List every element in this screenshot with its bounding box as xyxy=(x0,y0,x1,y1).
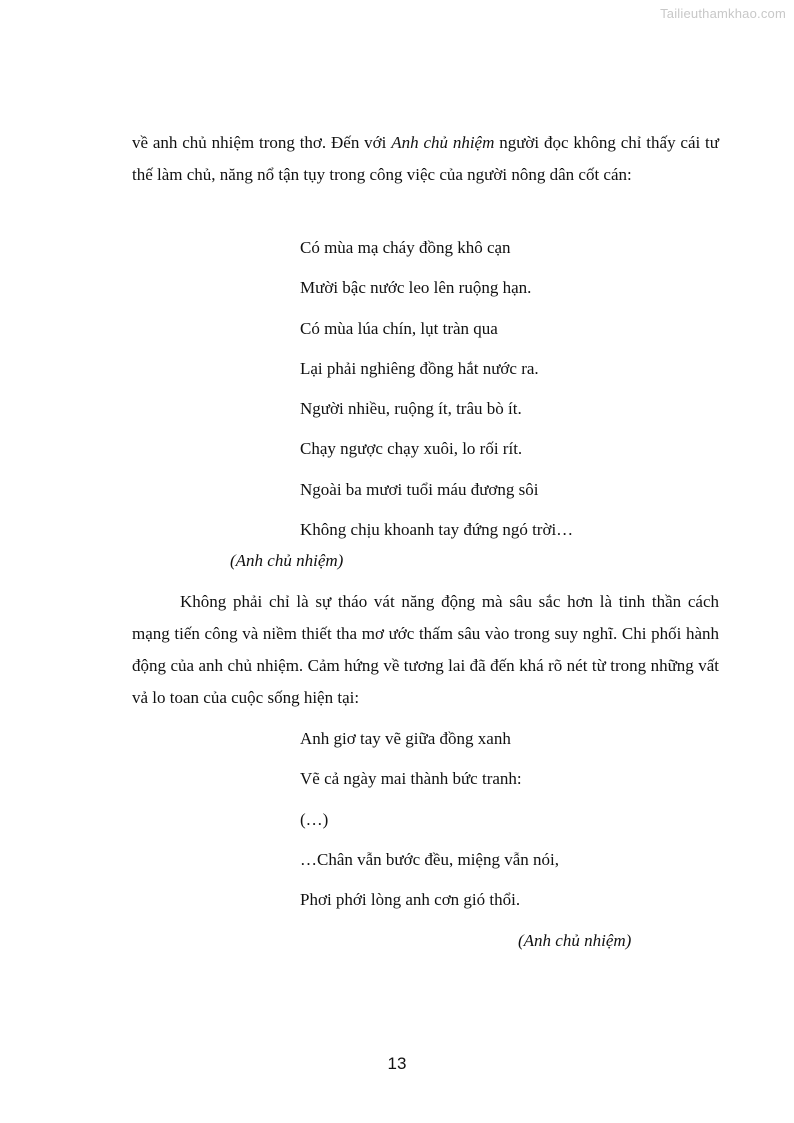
poem-line: Có mùa mạ cháy đồng khô cạn xyxy=(300,238,511,257)
poem-source-caption-2: (Anh chủ nhiệm) xyxy=(518,931,632,950)
poem-source-caption-1: (Anh chủ nhiệm) xyxy=(230,551,344,570)
poem-line: Không chịu khoanh tay đứng ngó trời… xyxy=(300,520,574,540)
poem-line: Ngoài ba mươi tuổi máu đương sôi xyxy=(300,479,539,499)
poem-line: Anh giơ tay vẽ giữa đồng xanh xyxy=(300,729,511,748)
poem-line: Lại phải nghiêng đồng hắt nước ra. xyxy=(300,358,539,378)
poem-line: Phơi phới lòng anh cơn gió thổi. xyxy=(300,890,521,910)
site-watermark: Tailieuthamkhao.com xyxy=(660,6,786,21)
poem-line: Người nhiều, ruộng ít, trâu bò ít. xyxy=(300,399,522,419)
paragraph-intro-text-after: người đọc không chỉ thấy cái tư thế làm chủ, năng nổ tận tụy trong công việc của người nông dân cốt cán: xyxy=(132,133,719,184)
poem-line: …Chân vẫn bước đều, miệng vẫn nói, xyxy=(300,849,559,869)
poem-line: Mười bậc nước leo lên ruộng hạn. xyxy=(300,278,532,298)
paragraph-analysis: Không phải chỉ là sự tháo vát năng động mà sâu sắc hơn là tinh thần cách mạng tiến công và niềm thiết tha mơ ước thấm sâu vào trong suy nghĩ. Chi phối hành động của anh chủ nhiệm. Cảm hứng về tương lai đã đến khá rõ nét từ trong những vất vả lo toan của cuộc sống hiện tại: xyxy=(132,592,719,707)
poem-line: (…) xyxy=(300,809,329,829)
poem-line: Vẽ cả ngày mai thành bức tranh: xyxy=(300,769,522,789)
poem-line: Có mùa lúa chín, lụt tràn qua xyxy=(300,318,498,338)
paragraph-intro xyxy=(132,127,719,191)
paragraph-intro-text-before: về anh chủ nhiệm trong thơ. Đến với xyxy=(132,133,392,152)
poem-excerpt-1 xyxy=(300,238,573,560)
poem-title-italic: Anh chủ nhiệm xyxy=(391,133,495,152)
page-number: 13 xyxy=(387,1054,407,1073)
poem-excerpt-2 xyxy=(300,729,559,930)
poem-line: Chạy ngược chạy xuôi, lo rối rít. xyxy=(300,439,523,459)
